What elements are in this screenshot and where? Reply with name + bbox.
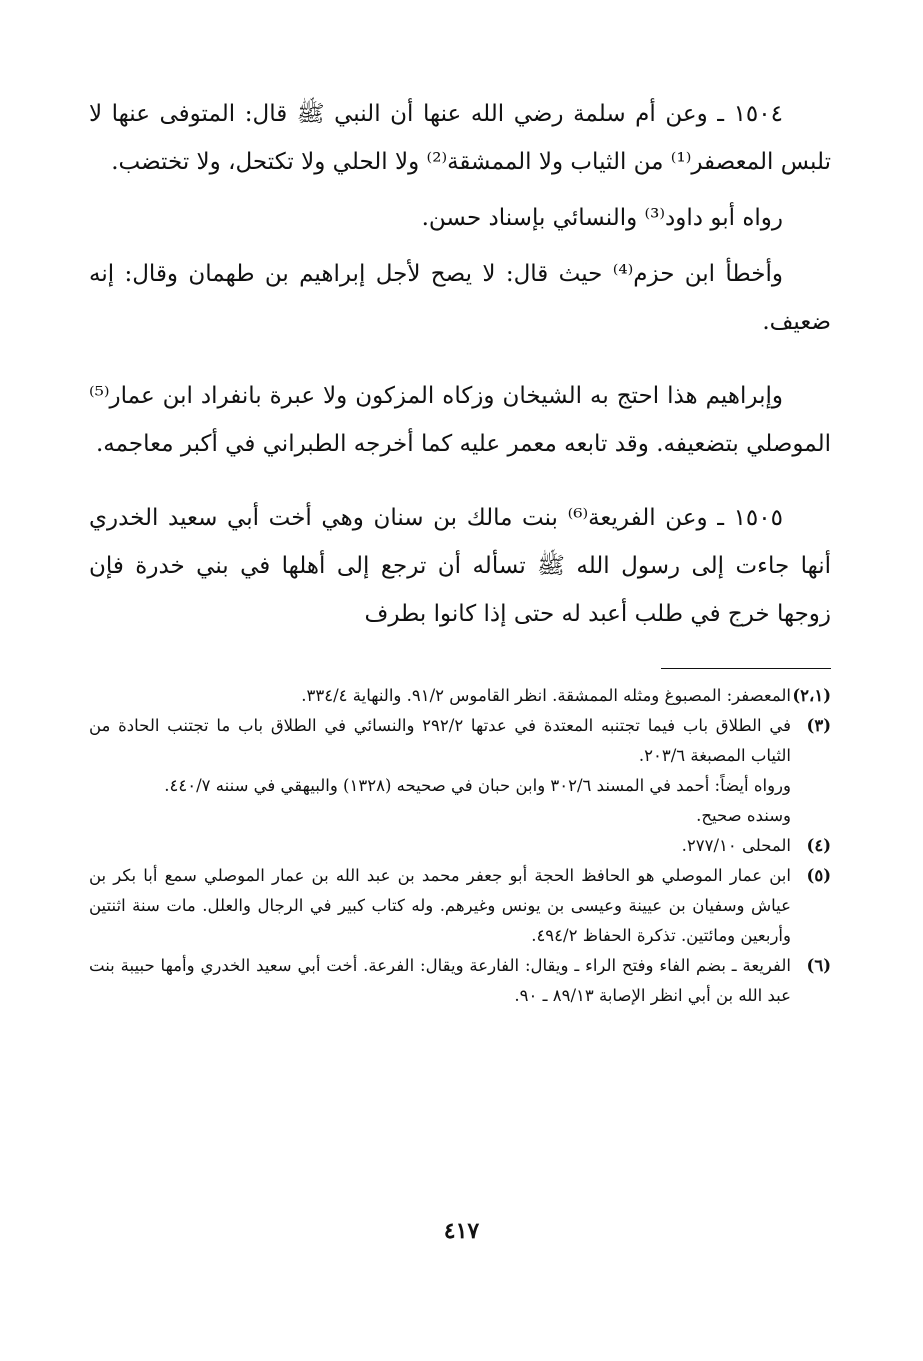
- footnote-text: المحلى ٢٧٧/١٠.: [681, 836, 791, 855]
- footnote-5: [89, 861, 831, 951]
- paragraph-narration: رواه أبو داود⁽³⁾ والنسائي بإسناد حسن.: [421, 205, 783, 231]
- footnote-3-continuation-2: وسنده صحيح.: [696, 806, 791, 825]
- footnote-number: (٢،١): [792, 686, 831, 705]
- page: [89, 90, 831, 1011]
- main-text: [89, 90, 831, 638]
- footnote-divider: [661, 668, 831, 669]
- paragraph-hadith-1505: ١٥٠٥ ـ وعن الفريعة⁽⁶⁾ بنت مالك بن سنان وهي أخت أبي سعيد الخدري أنها جاءت إلى رسول الله ﷺ تسأله أن ترجع إلى أهلها في بني خدرة فإن زوجها خرج في طلب أعبد له حتى إذا كانوا بطرف: [89, 505, 831, 627]
- footnote-number: (٣): [806, 716, 831, 735]
- footnote-number: (٦): [806, 956, 831, 975]
- footnote-text: في الطلاق باب فيما تجتنبه المعتدة في عدتها ٢٩٢/٢ والنسائي في الطلاق باب ما تجتنب الحادة من الثياب المصبغة ٢٠٣/٦.: [89, 716, 791, 765]
- footnote-text: ابن عمار الموصلي هو الحافظ الحجة أبو جعفر محمد بن عبد الله بن عمار الموصلي سمع أبا بكر بن عياش وسفيان بن عيينة وعيسى بن يونس وغيرهم. وله كتاب كبير في الرجال والعلل. مات سنة اثنتين وأربعين ومائتين. تذكرة الحفاظ ٤٩٤/٢.: [89, 866, 791, 945]
- footnote-text: المعصفر: المصبوغ ومثله الممشقة. انظر القاموس ٩١/٢. والنهاية ٣٣٤/٤.: [301, 686, 791, 705]
- footnotes: [89, 681, 831, 1011]
- footnote-1-2: [89, 681, 831, 711]
- footnote-3: [89, 711, 831, 771]
- paragraph-ibn-hazm: وأخطأ ابن حزم⁽⁴⁾ حيث قال: لا يصح لأجل إبراهيم بن طهمان وقال: إنه ضعيف.: [89, 261, 831, 335]
- footnote-number: (٤): [806, 836, 831, 855]
- paragraph-hadith-1504: ١٥٠٤ ـ وعن أم سلمة رضي الله عنها أن النبي ﷺ قال: المتوفى عنها لا تلبس المعصفر⁽¹⁾ من الثياب ولا الممشقة⁽²⁾ ولا الحلي ولا تكتحل، ولا تختضب.: [89, 101, 831, 175]
- footnote-number: (٥): [806, 866, 831, 885]
- footnote-6: [89, 951, 831, 1011]
- paragraph-ibrahim: وإبراهيم هذا احتج به الشيخان وزكاه المزكون ولا عبرة بانفراد ابن عمار⁽⁵⁾ الموصلي بتضعيفه. وقد تابعه معمر عليه كما أخرجه الطبراني في أكبر معاجمه.: [89, 383, 831, 457]
- footnote-4: [89, 831, 831, 861]
- footnote-3-continuation: ورواه أيضاً: أحمد في المسند ٣٠٢/٦ وابن حبان في صحيحه (١٣٢٨) والبيهقي في سننه ٤٤٠/٧.: [164, 776, 791, 795]
- page-number: ٤١٧: [443, 1218, 480, 1244]
- footnote-text: الفريعة ـ بضم الفاء وفتح الراء ـ ويقال: الفارعة ويقال: الفرعة. أخت أبي سعيد الخدري وأمها حبيبة بنت عبد الله بن أبي انظر الإصابة ٨٩/١٣ ـ ٩٠.: [89, 956, 791, 1005]
